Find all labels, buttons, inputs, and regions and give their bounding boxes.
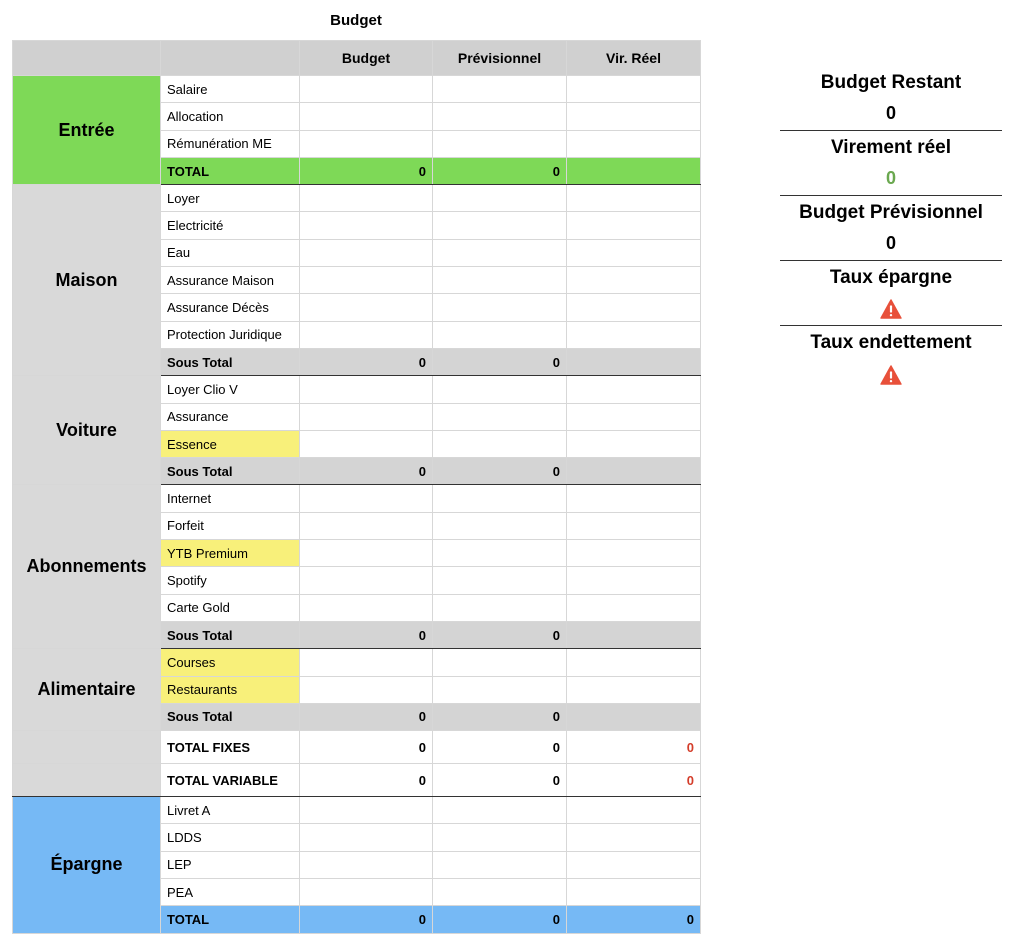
- budget-cell[interactable]: [300, 76, 433, 103]
- warning-icon: [880, 299, 902, 319]
- reel-cell[interactable]: [567, 185, 701, 212]
- item-cell[interactable]: LEP: [161, 851, 300, 878]
- reel-cell[interactable]: [567, 76, 701, 103]
- item-cell[interactable]: Assurance Décès: [161, 294, 300, 321]
- previsionnel-cell[interactable]: [433, 185, 567, 212]
- item-cell[interactable]: Internet: [161, 485, 300, 512]
- previsionnel-cell[interactable]: [433, 76, 567, 103]
- budget-cell[interactable]: [300, 321, 433, 348]
- budget-cell[interactable]: [300, 851, 433, 878]
- subtotal-previsionnel[interactable]: 0: [433, 458, 567, 485]
- budget-cell[interactable]: [300, 185, 433, 212]
- total-variable-previsionnel[interactable]: 0: [433, 764, 567, 797]
- budget-cell[interactable]: [300, 103, 433, 130]
- previsionnel-cell[interactable]: [433, 130, 567, 157]
- previsionnel-cell[interactable]: [433, 376, 567, 403]
- previsionnel-cell[interactable]: [433, 294, 567, 321]
- previsionnel-cell[interactable]: [433, 239, 567, 266]
- reel-cell[interactable]: [567, 567, 701, 594]
- item-cell[interactable]: Loyer Clio V: [161, 376, 300, 403]
- reel-cell[interactable]: [567, 676, 701, 703]
- summary-value: [780, 354, 1002, 390]
- item-cell[interactable]: Forfeit: [161, 512, 300, 539]
- previsionnel-cell[interactable]: [433, 267, 567, 294]
- subtotal-reel[interactable]: [567, 703, 701, 730]
- previsionnel-cell[interactable]: [433, 824, 567, 851]
- total-variable-reel[interactable]: 0: [567, 764, 701, 797]
- subtotal-previsionnel[interactable]: 0: [433, 348, 567, 375]
- budget-cell[interactable]: [300, 294, 433, 321]
- subtotal-label[interactable]: Sous Total: [161, 621, 300, 648]
- budget-cell[interactable]: [300, 403, 433, 430]
- total-fixes-previsionnel[interactable]: 0: [433, 731, 567, 764]
- item-cell-highlighted[interactable]: Restaurants: [161, 676, 300, 703]
- total-reel[interactable]: [567, 157, 701, 184]
- header-budget[interactable]: Budget: [300, 41, 433, 76]
- category-alimentaire[interactable]: Alimentaire: [13, 649, 161, 731]
- total-label[interactable]: TOTAL: [161, 906, 300, 933]
- category-entree[interactable]: Entrée: [13, 76, 161, 185]
- item-cell[interactable]: Electricité: [161, 212, 300, 239]
- summary-budget-restant[interactable]: [780, 66, 1002, 131]
- subtotal-previsionnel[interactable]: 0: [433, 621, 567, 648]
- previsionnel-cell[interactable]: [433, 879, 567, 906]
- item-cell[interactable]: PEA: [161, 879, 300, 906]
- item-cell[interactable]: Carte Gold: [161, 594, 300, 621]
- total-fixes-label[interactable]: TOTAL FIXES: [161, 731, 300, 764]
- previsionnel-cell[interactable]: [433, 594, 567, 621]
- reel-cell[interactable]: [567, 130, 701, 157]
- budget-cell[interactable]: [300, 267, 433, 294]
- item-cell[interactable]: Loyer: [161, 185, 300, 212]
- reel-cell[interactable]: [567, 594, 701, 621]
- previsionnel-cell[interactable]: [433, 485, 567, 512]
- summary-label: Budget Restant: [820, 72, 962, 93]
- reel-cell[interactable]: [567, 649, 701, 676]
- table-row: [13, 485, 701, 512]
- subtotal-reel[interactable]: [567, 348, 701, 375]
- item-cell-highlighted[interactable]: YTB Premium: [161, 540, 300, 567]
- subtotal-reel[interactable]: [567, 621, 701, 648]
- item-cell[interactable]: Protection Juridique: [161, 321, 300, 348]
- reel-cell[interactable]: [567, 103, 701, 130]
- previsionnel-cell[interactable]: [433, 321, 567, 348]
- summary-value: [780, 289, 1002, 325]
- subtotal-label[interactable]: Sous Total: [161, 703, 300, 730]
- budget-cell[interactable]: [300, 797, 433, 824]
- budget-cell[interactable]: [300, 239, 433, 266]
- category-maison[interactable]: Maison: [13, 185, 161, 376]
- summary-label: Taux endettement: [810, 332, 972, 354]
- summary-label: Budget Prévisionnel: [799, 202, 983, 223]
- reel-cell[interactable]: [567, 294, 701, 321]
- header-previsionnel[interactable]: Prévisionnel: [433, 41, 567, 76]
- category-blank[interactable]: [13, 731, 161, 764]
- total-previsionnel[interactable]: 0: [433, 906, 567, 933]
- table-row: [13, 185, 701, 212]
- item-cell[interactable]: Salaire: [161, 76, 300, 103]
- budget-table: [12, 40, 701, 934]
- reel-cell[interactable]: [567, 430, 701, 457]
- subtotal-previsionnel[interactable]: 0: [433, 703, 567, 730]
- subtotal-reel[interactable]: [567, 458, 701, 485]
- table-row: [13, 76, 701, 103]
- warning-icon: [880, 365, 902, 385]
- category-voiture[interactable]: Voiture: [13, 376, 161, 485]
- header-cell-blank-1[interactable]: [13, 41, 161, 76]
- previsionnel-cell[interactable]: [433, 649, 567, 676]
- budget-cell[interactable]: [300, 879, 433, 906]
- summary-taux-epargne[interactable]: [780, 261, 1002, 326]
- total-budget[interactable]: 0: [300, 906, 433, 933]
- reel-cell[interactable]: [567, 212, 701, 239]
- budget-cell[interactable]: [300, 512, 433, 539]
- summary-budget-previsionnel[interactable]: [780, 196, 1002, 261]
- item-cell[interactable]: Spotify: [161, 567, 300, 594]
- table-row: [13, 376, 701, 403]
- reel-cell[interactable]: [567, 512, 701, 539]
- table-row: [13, 649, 701, 676]
- previsionnel-cell[interactable]: [433, 430, 567, 457]
- item-cell[interactable]: Assurance Maison: [161, 267, 300, 294]
- item-cell-highlighted[interactable]: Courses: [161, 649, 300, 676]
- reel-cell[interactable]: [567, 321, 701, 348]
- subtotal-budget[interactable]: 0: [300, 348, 433, 375]
- total-previsionnel[interactable]: 0: [433, 157, 567, 184]
- summary-value: 0: [885, 168, 896, 188]
- budget-cell[interactable]: [300, 430, 433, 457]
- subtotal-budget[interactable]: 0: [300, 621, 433, 648]
- reel-cell[interactable]: [567, 851, 701, 878]
- reel-cell[interactable]: [567, 879, 701, 906]
- item-cell[interactable]: Assurance: [161, 403, 300, 430]
- previsionnel-cell[interactable]: [433, 567, 567, 594]
- item-cell[interactable]: Livret A: [161, 797, 300, 824]
- item-cell[interactable]: Rémunération ME: [161, 130, 300, 157]
- subtotal-label[interactable]: Sous Total: [161, 458, 300, 485]
- budget-cell[interactable]: [300, 540, 433, 567]
- item-cell-highlighted[interactable]: Essence: [161, 430, 300, 457]
- total-fixes-budget[interactable]: 0: [300, 731, 433, 764]
- summary-value: 0: [885, 103, 896, 123]
- total-label[interactable]: TOTAL: [161, 157, 300, 184]
- summary-value: 0: [885, 233, 896, 253]
- budget-cell[interactable]: [300, 649, 433, 676]
- category-blank[interactable]: [13, 764, 161, 797]
- reel-cell[interactable]: [567, 485, 701, 512]
- subtotal-budget[interactable]: 0: [300, 458, 433, 485]
- summary-panel: [780, 66, 1002, 391]
- reel-cell[interactable]: [567, 239, 701, 266]
- header-vir-reel[interactable]: Vir. Réel: [567, 41, 701, 76]
- table-row: [13, 797, 701, 824]
- budget-cell[interactable]: [300, 824, 433, 851]
- reel-cell[interactable]: [567, 403, 701, 430]
- summary-taux-endettement[interactable]: [780, 326, 1002, 390]
- previsionnel-cell[interactable]: [433, 103, 567, 130]
- category-epargne[interactable]: Épargne: [13, 797, 161, 933]
- budget-cell[interactable]: [300, 485, 433, 512]
- budget-cell[interactable]: [300, 212, 433, 239]
- summary-label: Virement réel: [830, 137, 952, 158]
- total-fixes-row: [13, 731, 701, 764]
- reel-cell[interactable]: [567, 797, 701, 824]
- previsionnel-cell[interactable]: [433, 851, 567, 878]
- reel-cell[interactable]: [567, 824, 701, 851]
- subtotal-label[interactable]: Sous Total: [161, 348, 300, 375]
- total-variable-row: [13, 764, 701, 797]
- sheet-title: Budget: [330, 12, 382, 29]
- summary-label: Taux épargne: [829, 267, 953, 288]
- header-row: [13, 41, 701, 76]
- total-reel[interactable]: 0: [567, 906, 701, 933]
- total-fixes-reel[interactable]: 0: [567, 731, 701, 764]
- item-cell[interactable]: Allocation: [161, 103, 300, 130]
- summary-virement-reel[interactable]: [780, 131, 1002, 196]
- previsionnel-cell[interactable]: [433, 540, 567, 567]
- previsionnel-cell[interactable]: [433, 676, 567, 703]
- reel-cell[interactable]: [567, 267, 701, 294]
- total-budget[interactable]: 0: [300, 157, 433, 184]
- budget-cell[interactable]: [300, 376, 433, 403]
- budget-cell[interactable]: [300, 130, 433, 157]
- category-abonnements[interactable]: Abonnements: [13, 485, 161, 649]
- previsionnel-cell[interactable]: [433, 212, 567, 239]
- item-cell[interactable]: LDDS: [161, 824, 300, 851]
- budget-cell[interactable]: [300, 676, 433, 703]
- reel-cell[interactable]: [567, 540, 701, 567]
- subtotal-budget[interactable]: 0: [300, 703, 433, 730]
- header-cell-blank-2[interactable]: [161, 41, 300, 76]
- budget-cell[interactable]: [300, 567, 433, 594]
- previsionnel-cell[interactable]: [433, 403, 567, 430]
- total-variable-budget[interactable]: 0: [300, 764, 433, 797]
- reel-cell[interactable]: [567, 376, 701, 403]
- total-variable-label[interactable]: TOTAL VARIABLE: [161, 764, 300, 797]
- budget-cell[interactable]: [300, 594, 433, 621]
- item-cell[interactable]: Eau: [161, 239, 300, 266]
- previsionnel-cell[interactable]: [433, 512, 567, 539]
- previsionnel-cell[interactable]: [433, 797, 567, 824]
